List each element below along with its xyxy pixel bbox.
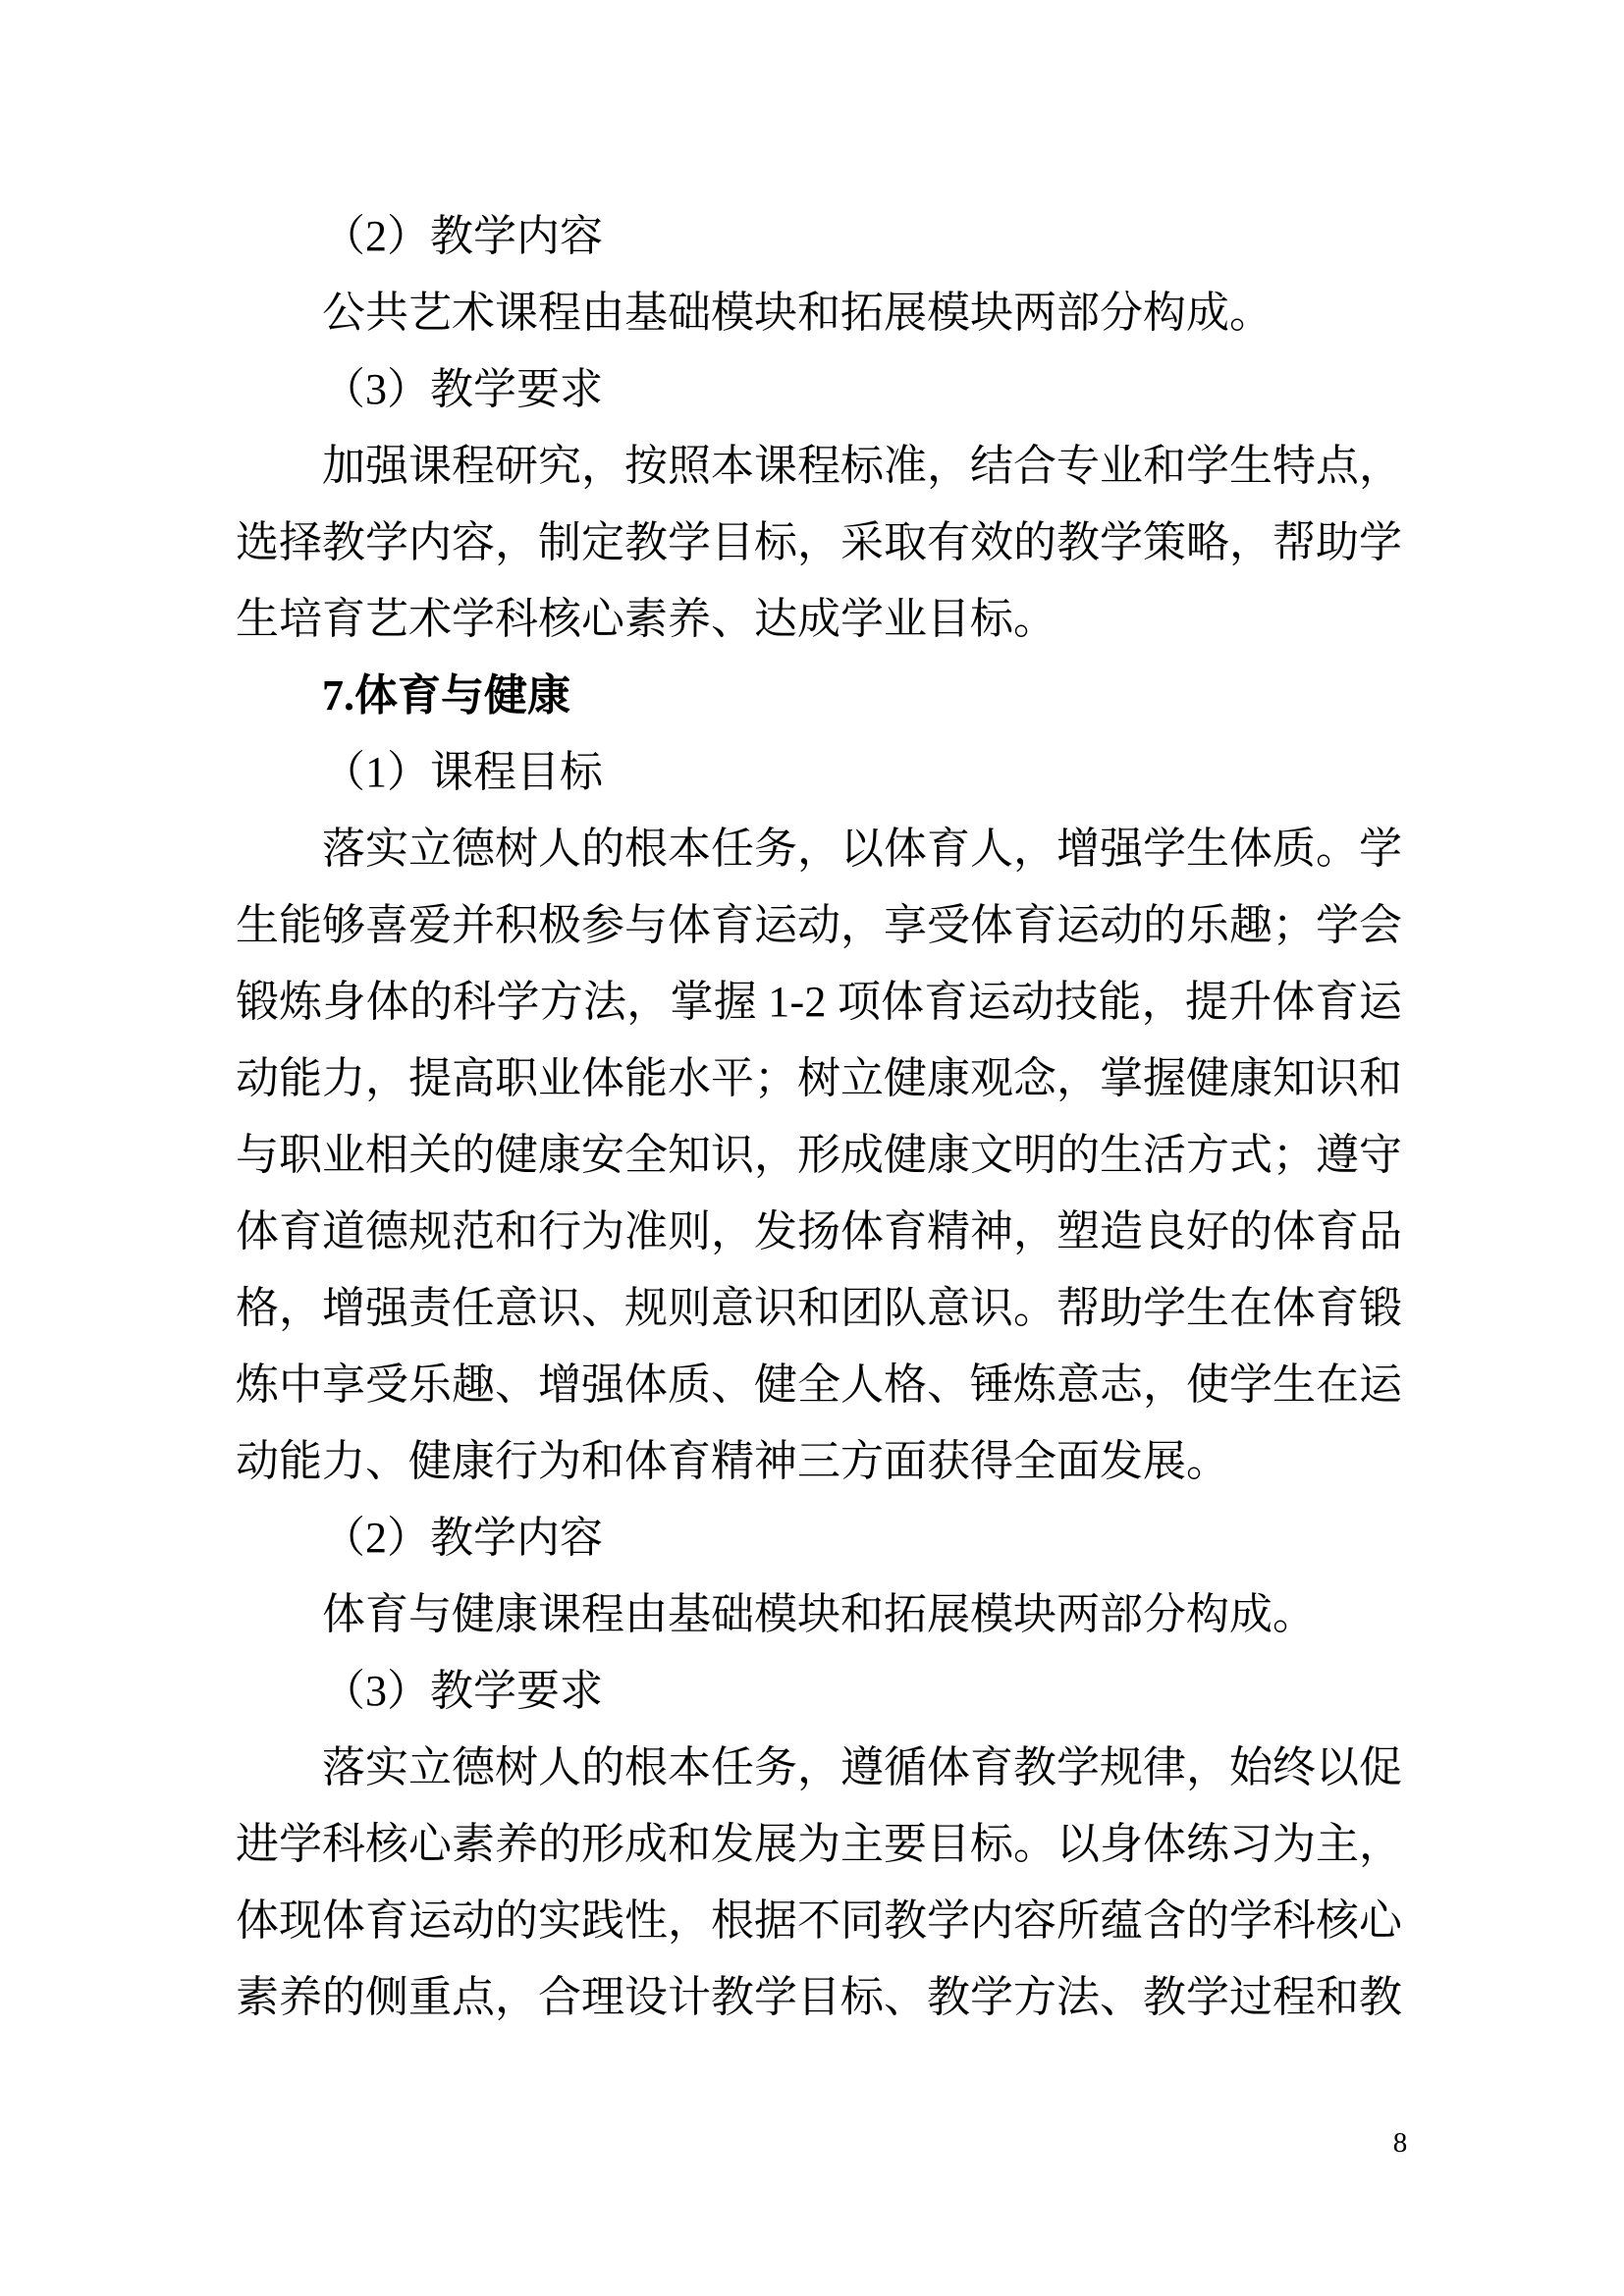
text-line: 公共艺术课程由基础模块和拓展模块两部分构成。: [322, 289, 1272, 337]
text-line: 落 实 立 德 树 人 的 根 本 任 务 ， 遵 循 体 育 教 学 规 律 ， 始 终 以 促: [322, 1743, 1402, 1791]
text-line: 素 养 的 侧 重 点 ， 合 理 设 计 教 学 目 标 、 教 学 方 法 、 教 学 过 程 和 教: [236, 1973, 1402, 2021]
text-line: 加 强 课 程 研 究 ， 按 照 本 课 程 标 准 ， 结 合 专 业 和 学 生 特 点 ，: [322, 442, 1402, 490]
text-line: （3）教学要求: [322, 1667, 603, 1715]
text-line: （2）教学内容: [322, 1514, 603, 1562]
text-line: 体 育 道 德 规 范 和 行 为 准 则 ， 发 扬 体 育 精 神 ， 塑 造 良 好 的 体 育 品: [236, 1207, 1402, 1255]
text-line: 动能力、健康行为和体育精神三方面获得全面发展。: [236, 1437, 1229, 1485]
page-number: 8: [1392, 2127, 1408, 2159]
text-line: 体育与健康课程由基础模块和拓展模块两部分构成。: [322, 1590, 1316, 1638]
text-line: （3）教学要求: [322, 365, 603, 413]
text-line: 格 ， 增 强 责 任 意 识 、 规 则 意 识 和 团 队 意 识 。 帮 助 学 生 在 体 育 锻: [236, 1284, 1402, 1332]
section-heading: 7.体育与健康: [322, 671, 570, 720]
text-line: 动 能 力 ， 提 高 职 业 体 能 水 平 ； 树 立 健 康 观 念 ， 掌 握 健 康 知 识 和: [236, 1054, 1402, 1102]
text-line: 体 现 体 育 运 动 的 实 践 性 ， 根 据 不 同 教 学 内 容 所 蕴 含 的 学 科 核 心: [236, 1896, 1402, 1945]
text-line: 锻 炼 身 体 的 科 学 方 法 ， 掌 握 1 - 2 项 体 育 运 动 技 能 ， 提 升 体 育 运: [236, 978, 1402, 1026]
text-line: 生 能 够 喜 爱 并 积 极 参 与 体 育 运 动 ， 享 受 体 育 运 动 的 乐 趣 ； 学 会: [236, 901, 1402, 949]
text-line: 进 学 科 核 心 素 养 的 形 成 和 发 展 为 主 要 目 标 。 以 身 体 练 习 为 主 ，: [236, 1820, 1402, 1868]
document-body: [236, 198, 1402, 2036]
text-line: 与 职 业 相 关 的 健 康 安 全 知 识 ， 形 成 健 康 文 明 的 生 活 方 式 ； 遵 守: [236, 1131, 1402, 1179]
text-line: 生培育艺术学科核心素养、达成学业目标。: [236, 595, 1056, 643]
text-line: 落 实 立 德 树 人 的 根 本 任 务 ， 以 体 育 人 ， 增 强 学 生 体 质 。 学: [322, 825, 1402, 873]
text-line: 炼 中 享 受 乐 趣 、 增 强 体 质 、 健 全 人 格 、 锤 炼 意 志 ， 使 学 生 在 运: [236, 1361, 1402, 1409]
text-line: （2）教学内容: [322, 212, 603, 260]
text-line: 选 择 教 学 内 容 ， 制 定 教 学 目 标 ， 采 取 有 效 的 教 学 策 略 ， 帮 助 学: [236, 518, 1402, 566]
text-line: （1）课程目标: [322, 748, 603, 796]
